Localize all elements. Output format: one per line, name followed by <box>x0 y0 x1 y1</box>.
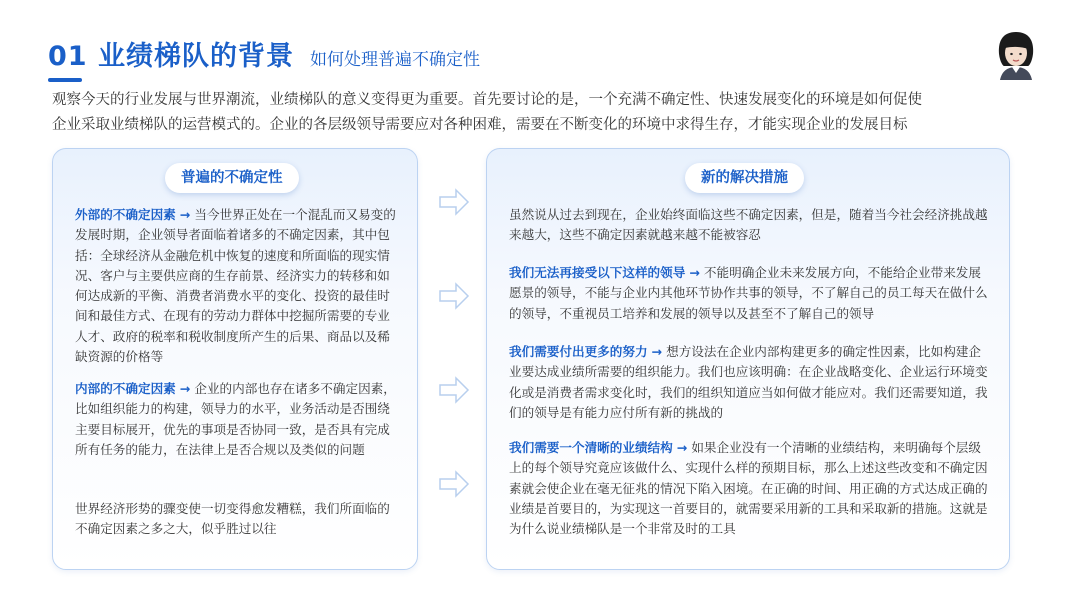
arrow-right-icon: → <box>676 440 688 455</box>
internal-uncertainty-paragraph <box>75 379 399 460</box>
solution-item-text: 想方设法在企业内部构建更多的确定性因素，比如构建企业要达成业绩所需要的组织能力。我们也应该明确：在企业战略变化、企业运行环境变化或是消费者需求变化时，我们的组织知道应当如何做才能应对。我们还需要知道，我们的领导是有能力应付所有新的挑战的 <box>509 344 988 420</box>
intro-line: 观察今天的行业发展与世界潮流，业绩梯队的意义变得更为重要。首先要讨论的是，一个充满不确定性、快速发展变化的环境是如何促使 <box>52 92 922 108</box>
external-uncertainty-text: 当今世界正处在一个混乱而又易变的发展时期，企业领导者面临着诸多的不确定因素，其中包括：全球经济从金融危机中恢复的速度和所面临的现实情况、客户与主要供应商的生存前景、经济实力的转移和如何达成新的平衡、消费者消费水平的变化、投资的最佳时间和最佳方式、在现有的劳动力群体中挖掘所需要的专业人才、政府的税率和税收制度所产生的后果、商品以及稀缺资源的价格等 <box>75 207 396 365</box>
chevron-right-icon <box>436 468 472 500</box>
uncertainty-card-heading: 普遍的不确定性 <box>165 163 299 193</box>
solutions-card <box>486 148 1010 570</box>
page-header <box>48 34 480 74</box>
internal-uncertainty-keyword: 内部的不确定因素 <box>75 381 176 396</box>
arrow-right-icon: → <box>179 381 191 396</box>
uncertainty-card <box>52 148 418 570</box>
closing-paragraph: 世界经济形势的骤变使一切变得愈发糟糕，我们所面临的不确定因素之多之大，似乎胜过以往 <box>75 501 390 537</box>
page-title: 01 业绩梯队的背景 <box>48 41 294 72</box>
solution-item-keyword: 我们需要一个清晰的业绩结构 <box>509 440 673 455</box>
solution-item-structure <box>509 438 989 539</box>
title-underline <box>48 78 82 82</box>
external-uncertainty-keyword: 外部的不确定因素 <box>75 207 176 222</box>
chevron-right-icon <box>436 280 472 312</box>
solutions-opening-paragraph: 虽然说从过去到现在，企业始终面临这些不确定因素，但是，随着当今社会经济挑战越来越大，这些不确定因素就越来越不能被容忍 <box>509 207 988 243</box>
chevron-right-icon <box>436 186 472 218</box>
arrow-right-icon: → <box>689 265 700 280</box>
intro-text <box>52 88 1032 138</box>
solution-item-leadership <box>509 263 989 324</box>
internal-uncertainty-text: 企业的内部也存在诸多不确定因素，比如组织能力的构建，领导力的水平，业务活动是否围绕主要目标展开，优先的事项是否协同一致，是否具有完成所有任务的能力，在法律上是否合规以及类似的问题 <box>75 381 396 457</box>
solution-item-text: 如果企业没有一个清晰的业绩结构，来明确每个层级上的每个领导究竟应该做什么、实现什么样的预期目标，那么上述这些改变和不确定因素就会使企业在毫无征兆的情况下陷入困境。在正确的时间、用正确的方式达成正确的业绩是首要目的，为实现这一首要目的，就需要采用新的工具和采取新的措施。这就是为什么说业绩梯队是一个非常及时的工具 <box>509 440 988 537</box>
chevron-right-icon <box>436 374 472 406</box>
external-uncertainty-paragraph <box>75 205 399 367</box>
intro-line: 企业采取业绩梯队的运营模式的。企业的各层级领导需要应对各种困难，需要在不断变化的环境中求得生存，才能实现企业的发展目标 <box>52 117 908 133</box>
solution-item-keyword: 我们需要付出更多的努力 <box>509 344 648 359</box>
solution-item-effort <box>509 342 989 423</box>
arrow-right-icon: → <box>651 344 663 359</box>
solution-item-text: 不能明确企业未来发展方向，不能给企业带来发展愿景的领导，不能与企业内其他环节协作共事的领导，不了解自己的员工每天在做什么的领导，不重视员工培养和发展的领导以及甚至不了解自己的领导 <box>509 265 988 321</box>
arrow-right-icon: → <box>179 207 191 222</box>
solution-item-keyword: 我们无法再接受以下这样的领导 <box>509 265 686 280</box>
solutions-card-heading: 新的解决措施 <box>685 163 804 193</box>
presenter-avatar-icon <box>992 28 1040 80</box>
page-subtitle: 如何处理普遍不确定性 <box>309 50 480 70</box>
